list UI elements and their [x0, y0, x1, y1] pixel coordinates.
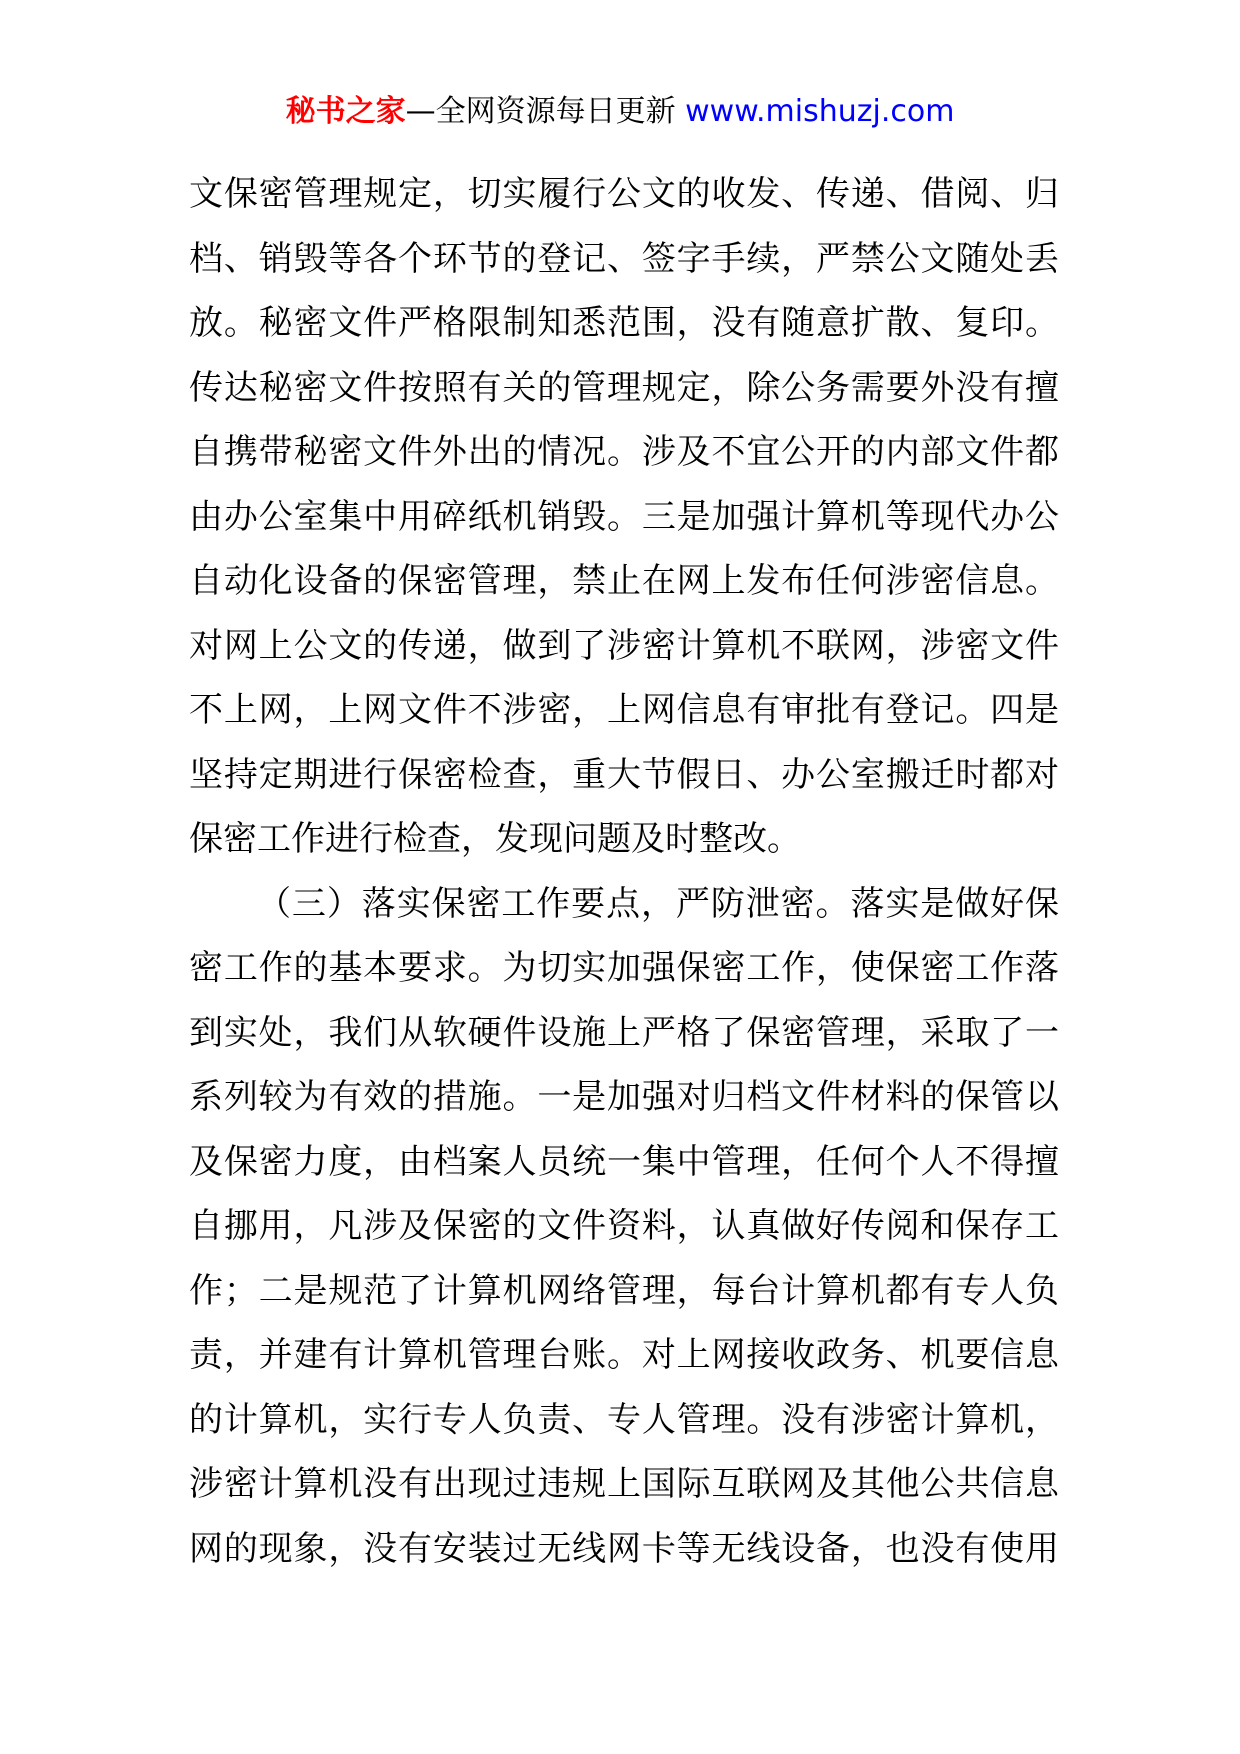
text-line: 到实处，我们从软硬件设施上严格了保密管理，采取了一: [189, 1012, 1059, 1053]
text-line: 文保密管理规定，切实履行公文的收发、传递、借阅、归: [189, 174, 1059, 214]
text-line: 传达秘密文件按照有关的管理规定，除公务需要外没有擅: [189, 367, 1059, 408]
text-line: 放。秘密文件严格限制知悉范围，没有随意扩散、复印。: [189, 303, 1059, 343]
text-line: 自挪用，凡涉及保密的文件资料，认真做好传阅和保存工: [189, 1206, 1059, 1246]
text-line: 自动化设备的保密管理，禁止在网上发布任何涉密信息。: [189, 561, 1059, 601]
section-heading-line: （三）落实保密工作要点，严防泄密。落实是做好保: [257, 883, 1059, 924]
text-line: 档、销毁等各个环节的登记、签字手续，严禁公文随处丢: [189, 238, 1059, 279]
text-line: 自携带秘密文件外出的情况。涉及不宜公开的内部文件都: [189, 432, 1059, 472]
text-line: 及保密力度，由档案人员统一集中管理，任何个人不得擅: [189, 1141, 1059, 1182]
text-line: 涉密计算机没有出现过违规上国际互联网及其他公共信息: [189, 1464, 1059, 1504]
site-brand: 秘书之家: [285, 94, 406, 129]
page-header: [0, 92, 1240, 132]
text-line: 坚持定期进行保密检查，重大节假日、办公室搬迁时都对: [189, 754, 1059, 795]
text-line: 责，并建有计算机管理台账。对上网接收政务、机要信息: [189, 1335, 1059, 1375]
text-line: 的计算机，实行专人负责、专人管理。没有涉密计算机，: [189, 1399, 1059, 1440]
text-line: 由办公室集中用碎纸机销毁。三是加强计算机等现代办公: [189, 496, 1059, 537]
site-url[interactable]: www.mishuzj.com: [685, 94, 955, 129]
text-line: 网的现象，没有安装过无线网卡等无线设备，也没有使用: [189, 1528, 1059, 1569]
text-line: 不上网，上网文件不涉密，上网信息有审批有登记。四是: [189, 690, 1059, 730]
text-line: 密工作的基本要求。为切实加强保密工作，使保密工作落: [189, 948, 1059, 988]
paragraph-end-line: 保密工作进行检查，发现问题及时整改。: [189, 819, 801, 859]
text-line: 对网上公文的传递，做到了涉密计算机不联网，涉密文件: [189, 625, 1059, 666]
document-body: [189, 162, 1059, 1581]
site-tagline: —全网资源每日更新: [405, 94, 686, 129]
text-line: 系列较为有效的措施。一是加强对归档文件材料的保管以: [189, 1077, 1059, 1117]
text-line: 作；二是规范了计算机网络管理，每台计算机都有专人负: [189, 1270, 1059, 1311]
